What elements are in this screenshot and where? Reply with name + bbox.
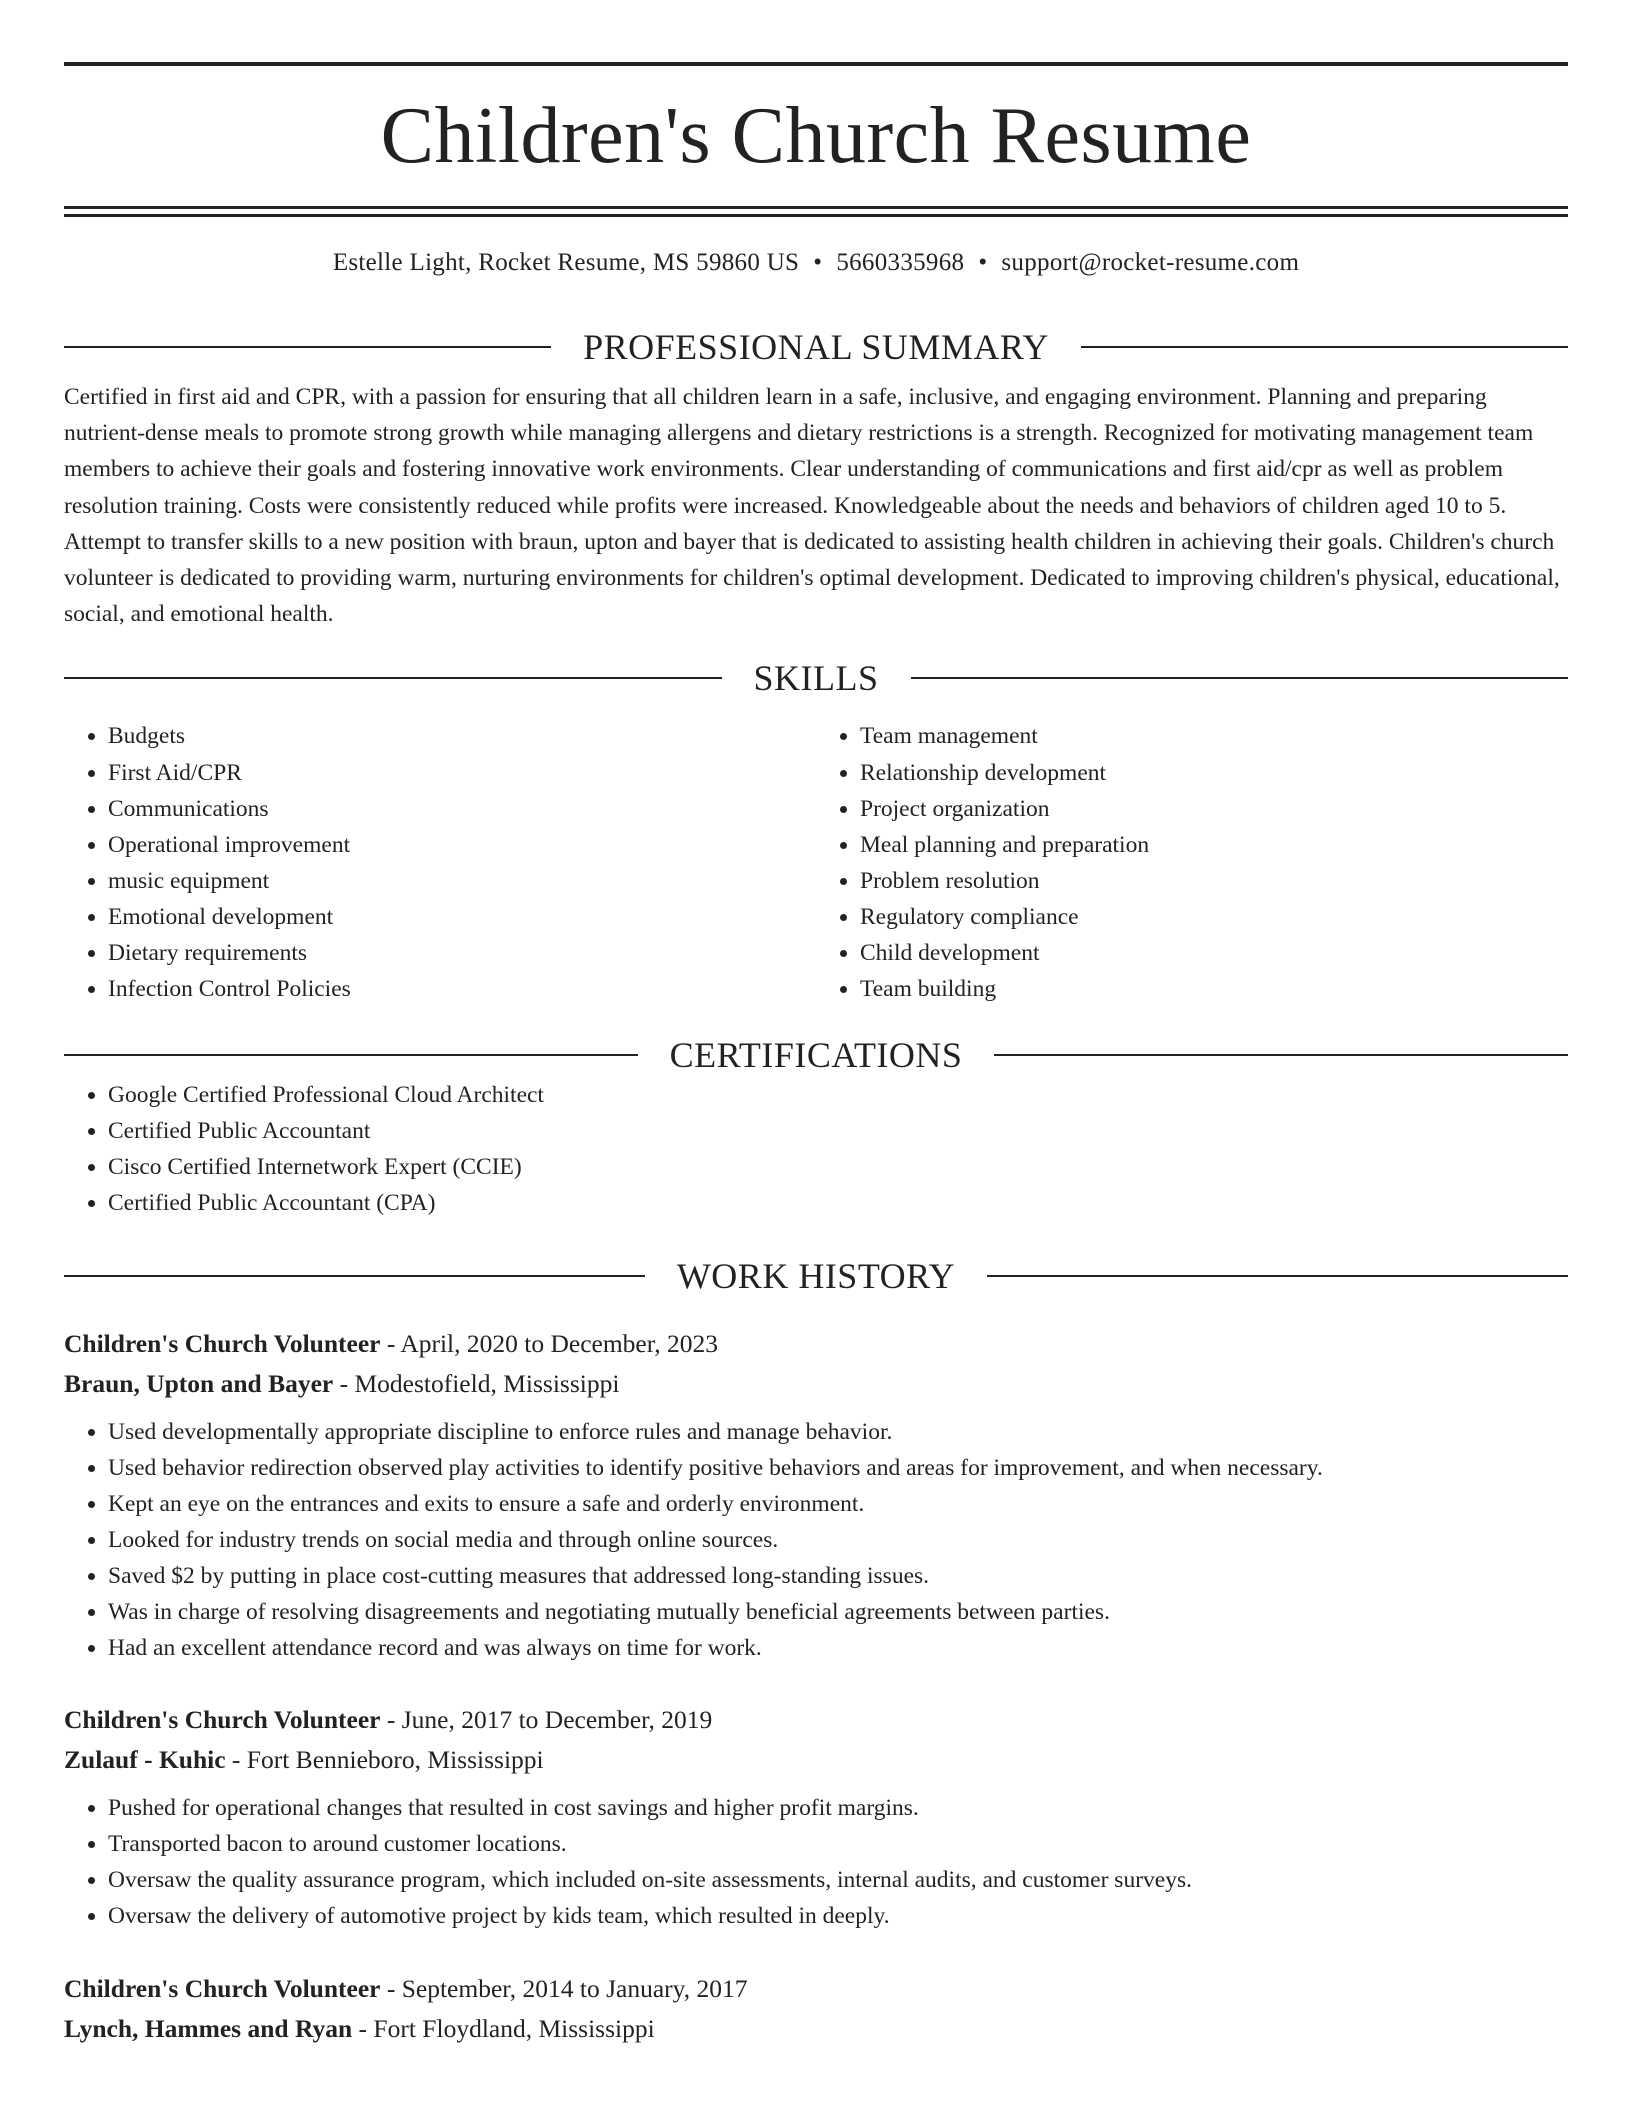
job-title: Children's Church Volunteer — [64, 1328, 381, 1358]
section-title: PROFESSIONAL SUMMARY — [583, 327, 1049, 367]
job-entry — [64, 1324, 1568, 1667]
job-duty-item: • Had an excellent attendance record and was always on time for work. — [108, 1630, 1568, 1666]
skill-item: • Child development — [860, 935, 1568, 971]
page-title: Children's Church Resume — [380, 92, 1252, 180]
skill-item: • Emotional development — [108, 899, 816, 935]
job-title-line — [64, 1324, 1568, 1364]
job-title-line — [64, 1700, 1568, 1740]
summary-text: Certified in first aid and CPR, with a passion for ensuring that all children learn in a safe, inclusive, and engaging environment. Planning and preparing nutrient-dense meals to promote strong growth while managing allergens and dietary restrictions is a strength. Recognized for motivating management team members to achieve their goals and fostering innovative work environments. Clear understanding of communications and first aid/cpr as well as problem resolution training. Costs were consistently reduced while profits were increased. Knowledgeable about the needs and behaviors of children aged 10 to 5. Attempt to transfer skills to a new position with braun, upton and bayer that is dedicated to assisting health children in achieving their goals. Children's church volunteer is dedicated to providing warm, nurturing environments for children's optimal development. Dedicated to improving children's physical, educational, social, and emotional health. — [64, 384, 1560, 628]
job-duty-item: • Transported bacon to around customer locations. — [108, 1826, 1568, 1862]
certifications-list — [64, 1077, 1568, 1221]
job-title-line — [64, 1969, 1568, 2009]
skill-item: • Relationship development — [860, 755, 1568, 791]
job-separator: - — [380, 1328, 401, 1358]
job-duty-item: • Was in charge of resolving disagreements and negotiating mutually beneficial agreements between parties. — [108, 1594, 1568, 1630]
job-employer-line — [64, 2009, 1568, 2049]
job-duty-item: • Used behavior redirection observed play activities to identify positive behaviors and areas for improvement, and when necessary. — [108, 1450, 1568, 1486]
job-separator: - — [380, 1973, 402, 2003]
section-heading-certifications — [64, 1033, 1568, 1077]
section-title: CERTIFICATIONS — [669, 1035, 963, 1076]
skills-list-left — [64, 718, 816, 1007]
skill-item: • Problem resolution — [860, 863, 1568, 899]
skill-item: • First Aid/CPR — [108, 755, 816, 791]
skill-item: • Infection Control Policies — [108, 971, 816, 1007]
job-separator: - — [333, 1368, 355, 1398]
job-duty-item: • Used developmentally appropriate discipline to enforce rules and manage behavior. — [108, 1414, 1568, 1450]
job-duties-list — [64, 1414, 1568, 1667]
heading-rule — [1081, 346, 1568, 348]
job-duty-item: • Looked for industry trends on social media and through online sources. — [108, 1522, 1568, 1558]
skill-item: • music equipment — [108, 863, 816, 899]
contact-separator: • — [813, 249, 823, 276]
certification-item: • Google Certified Professional Cloud Architect — [108, 1077, 1568, 1113]
job-location: Fort Floydland, Mississippi — [373, 2013, 655, 2043]
job-dates: June, 2017 to December, 2019 — [401, 1705, 713, 1735]
job-location: Modestofield, Mississippi — [354, 1368, 620, 1398]
top-divider — [64, 62, 1568, 66]
contact-email: support@rocket-resume.com — [1001, 249, 1300, 276]
skill-item: • Communications — [108, 791, 816, 827]
skill-item: • Dietary requirements — [108, 935, 816, 971]
title-double-divider — [64, 206, 1568, 217]
contact-address: Estelle Light, Rocket Resume, MS 59860 US — [332, 249, 800, 276]
job-location: Fort Bennieboro, Mississippi — [246, 1745, 544, 1775]
heading-rule — [64, 1275, 645, 1277]
heading-rule — [994, 1054, 1568, 1056]
job-title: Children's Church Volunteer — [64, 1973, 381, 2003]
certification-item: • Certified Public Accountant — [108, 1113, 1568, 1149]
skill-item: • Meal planning and preparation — [860, 827, 1568, 863]
job-separator: - — [380, 1705, 402, 1735]
section-heading-work-history — [64, 1254, 1568, 1298]
job-employer: Braun, Upton and Bayer — [64, 1368, 334, 1398]
contact-separator: • — [978, 249, 988, 276]
job-duty-item: • Saved $2 by putting in place cost-cutting measures that addressed long-standing issues. — [108, 1558, 1568, 1594]
contact-phone: 5660335968 — [836, 249, 965, 276]
work-history-list — [64, 1324, 1568, 2049]
skill-item: • Regulatory compliance — [860, 899, 1568, 935]
skill-item: • Operational improvement — [108, 827, 816, 863]
certification-item: • Certified Public Accountant (CPA) — [108, 1185, 1568, 1221]
certification-item: • Cisco Certified Internetwork Expert (CCIE) — [108, 1149, 1568, 1185]
job-duty-item: • Pushed for operational changes that resulted in cost savings and higher profit margins. — [108, 1790, 1568, 1826]
job-employer: Lynch, Hammes and Ryan — [64, 2013, 353, 2043]
job-duty-item: • Kept an eye on the entrances and exits to ensure a safe and orderly environment. — [108, 1486, 1568, 1522]
contact-line — [64, 247, 1568, 279]
job-employer-line — [64, 1740, 1568, 1780]
skills-list-right — [816, 718, 1568, 1007]
section-heading-skills — [64, 656, 1568, 700]
job-separator: - — [352, 2013, 374, 2043]
job-duty-item: • Oversaw the delivery of automotive project by kids team, which resulted in deeply. — [108, 1898, 1568, 1934]
skill-item: • Budgets — [108, 718, 816, 754]
heading-rule — [64, 677, 722, 679]
heading-rule — [64, 1054, 638, 1056]
job-entry — [64, 1700, 1568, 1934]
section-title: WORK HISTORY — [676, 1255, 956, 1296]
skill-item: • Team management — [860, 718, 1568, 754]
section-heading-summary — [64, 325, 1568, 369]
skill-item: • Team building — [860, 971, 1568, 1007]
heading-rule — [987, 1275, 1568, 1277]
job-separator: - — [225, 1745, 247, 1775]
job-employer-line — [64, 1364, 1568, 1404]
job-dates: April, 2020 to December, 2023 — [400, 1328, 718, 1358]
section-title: SKILLS — [753, 658, 879, 699]
job-duties-list — [64, 1790, 1568, 1934]
job-dates: September, 2014 to January, 2017 — [401, 1973, 748, 2003]
skills-columns — [64, 718, 1568, 1007]
heading-rule — [911, 677, 1569, 679]
skill-item: • Project organization — [860, 791, 1568, 827]
job-employer: Zulauf - Kuhic — [64, 1745, 226, 1775]
job-entry — [64, 1969, 1568, 2049]
job-title: Children's Church Volunteer — [64, 1705, 381, 1735]
heading-rule — [64, 346, 551, 348]
job-duty-item: • Oversaw the quality assurance program, which included on-site assessments, internal audits, and customer surveys. — [108, 1862, 1568, 1898]
